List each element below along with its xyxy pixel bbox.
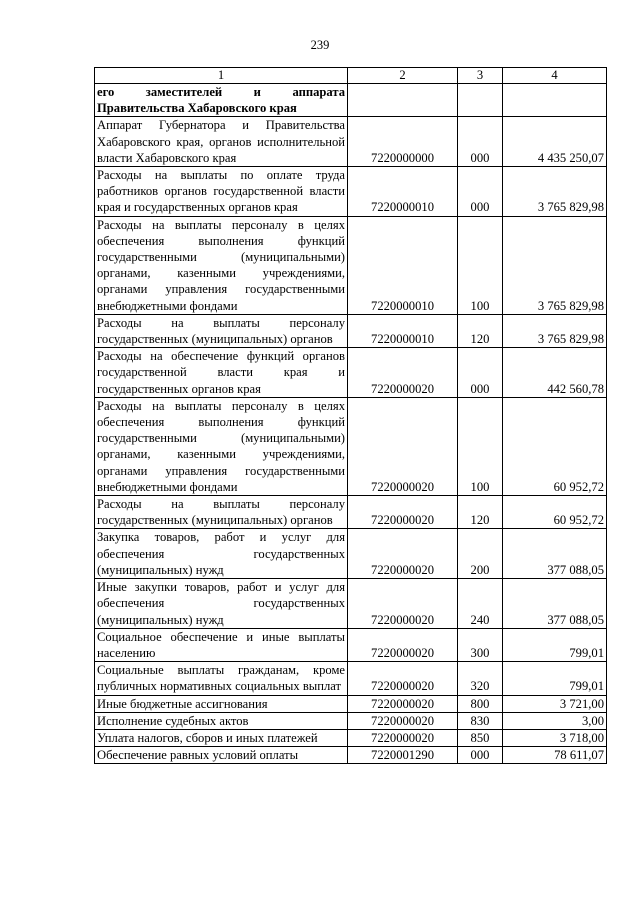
row-amount: 78 611,07 bbox=[503, 747, 607, 764]
row-code: 7220000020 bbox=[348, 579, 458, 629]
row-amount: 3 718,00 bbox=[503, 729, 607, 746]
column-header: 4 bbox=[503, 68, 607, 84]
budget-table bbox=[94, 67, 607, 764]
row-amount bbox=[503, 84, 607, 117]
row-name: Иные бюджетные ассигнования bbox=[95, 695, 348, 712]
row-group: 100 bbox=[458, 397, 503, 495]
row-name: Закупка товаров, работ и услуг для обеспечения государственных (муниципальных) нужд bbox=[95, 529, 348, 579]
row-name: Уплата налогов, сборов и иных платежей bbox=[95, 729, 348, 746]
row-group: 120 bbox=[458, 314, 503, 347]
table-row bbox=[95, 117, 607, 167]
row-code: 7220000020 bbox=[348, 397, 458, 495]
table-row bbox=[95, 496, 607, 529]
row-name: Расходы на выплаты персоналу в целях обеспечения выполнения функций государственными (муниципальными) органами, казенными учреждениями, органами управления государственными внебюджетными фондами bbox=[95, 397, 348, 495]
row-group: 000 bbox=[458, 747, 503, 764]
row-amount: 799,01 bbox=[503, 628, 607, 661]
row-group: 100 bbox=[458, 216, 503, 314]
row-amount: 3 765 829,98 bbox=[503, 216, 607, 314]
table-row bbox=[95, 348, 607, 398]
row-amount: 442 560,78 bbox=[503, 348, 607, 398]
row-amount: 4 435 250,07 bbox=[503, 117, 607, 167]
row-name: Социальные выплаты гражданам, кроме публичных нормативных социальных выплат bbox=[95, 662, 348, 695]
row-group: 800 bbox=[458, 695, 503, 712]
row-amount: 799,01 bbox=[503, 662, 607, 695]
row-code: 7220000010 bbox=[348, 167, 458, 217]
row-amount: 377 088,05 bbox=[503, 579, 607, 629]
table-row bbox=[95, 397, 607, 495]
row-group: 300 bbox=[458, 628, 503, 661]
row-group: 120 bbox=[458, 496, 503, 529]
row-amount: 3 765 829,98 bbox=[503, 167, 607, 217]
row-group: 850 bbox=[458, 729, 503, 746]
table-row bbox=[95, 662, 607, 695]
row-group bbox=[458, 84, 503, 117]
row-group: 320 bbox=[458, 662, 503, 695]
row-code: 7220001290 bbox=[348, 747, 458, 764]
row-name: Расходы на выплаты персоналу в целях обеспечения выполнения функций государственными (муниципальными) органами, казенными учреждениями, органами управления государственными внебюджетными фондами bbox=[95, 216, 348, 314]
page-number: 239 bbox=[310, 38, 330, 52]
row-group: 830 bbox=[458, 712, 503, 729]
table-row bbox=[95, 84, 607, 117]
table-row bbox=[95, 216, 607, 314]
row-amount: 3 721,00 bbox=[503, 695, 607, 712]
table-row bbox=[95, 628, 607, 661]
row-group: 000 bbox=[458, 348, 503, 398]
row-name: Социальное обеспечение и иные выплаты населению bbox=[95, 628, 348, 661]
row-code: 7220000010 bbox=[348, 314, 458, 347]
row-name: Расходы на выплаты персоналу государственных (муниципальных) органов bbox=[95, 314, 348, 347]
row-code: 7220000020 bbox=[348, 529, 458, 579]
row-name: его заместителей и аппарата Правительства Хабаровского края bbox=[95, 84, 348, 117]
table-row bbox=[95, 729, 607, 746]
row-amount: 60 952,72 bbox=[503, 397, 607, 495]
row-amount: 3,00 bbox=[503, 712, 607, 729]
row-name: Аппарат Губернатора и Правительства Хабаровского края, органов исполнительной власти Хабаровского края bbox=[95, 117, 348, 167]
row-amount: 60 952,72 bbox=[503, 496, 607, 529]
row-code: 7220000020 bbox=[348, 695, 458, 712]
row-code: 7220000020 bbox=[348, 628, 458, 661]
row-code: 7220000020 bbox=[348, 348, 458, 398]
row-group: 240 bbox=[458, 579, 503, 629]
table-row bbox=[95, 314, 607, 347]
column-header: 2 bbox=[348, 68, 458, 84]
row-group: 200 bbox=[458, 529, 503, 579]
row-group: 000 bbox=[458, 117, 503, 167]
table-row bbox=[95, 579, 607, 629]
row-code: 7220000020 bbox=[348, 712, 458, 729]
row-code: 7220000010 bbox=[348, 216, 458, 314]
row-code: 7220000000 bbox=[348, 117, 458, 167]
row-name: Расходы на обеспечение функций органов государственной власти края и государственных органов края bbox=[95, 348, 348, 398]
table-header-row bbox=[95, 68, 607, 84]
column-header: 1 bbox=[95, 68, 348, 84]
table-row bbox=[95, 712, 607, 729]
row-name: Расходы на выплаты по оплате труда работников органов государственной власти края и государственных органов края bbox=[95, 167, 348, 217]
row-name: Иные закупки товаров, работ и услуг для обеспечения государственных (муниципальных) нужд bbox=[95, 579, 348, 629]
table-row bbox=[95, 529, 607, 579]
table-row bbox=[95, 167, 607, 217]
row-name: Исполнение судебных актов bbox=[95, 712, 348, 729]
row-code bbox=[348, 84, 458, 117]
table-row bbox=[95, 747, 607, 764]
row-amount: 377 088,05 bbox=[503, 529, 607, 579]
row-code: 7220000020 bbox=[348, 662, 458, 695]
row-name: Обеспечение равных условий оплаты bbox=[95, 747, 348, 764]
row-code: 7220000020 bbox=[348, 496, 458, 529]
row-name: Расходы на выплаты персоналу государственных (муниципальных) органов bbox=[95, 496, 348, 529]
row-amount: 3 765 829,98 bbox=[503, 314, 607, 347]
row-group: 000 bbox=[458, 167, 503, 217]
column-header: 3 bbox=[458, 68, 503, 84]
row-code: 7220000020 bbox=[348, 729, 458, 746]
table-row bbox=[95, 695, 607, 712]
